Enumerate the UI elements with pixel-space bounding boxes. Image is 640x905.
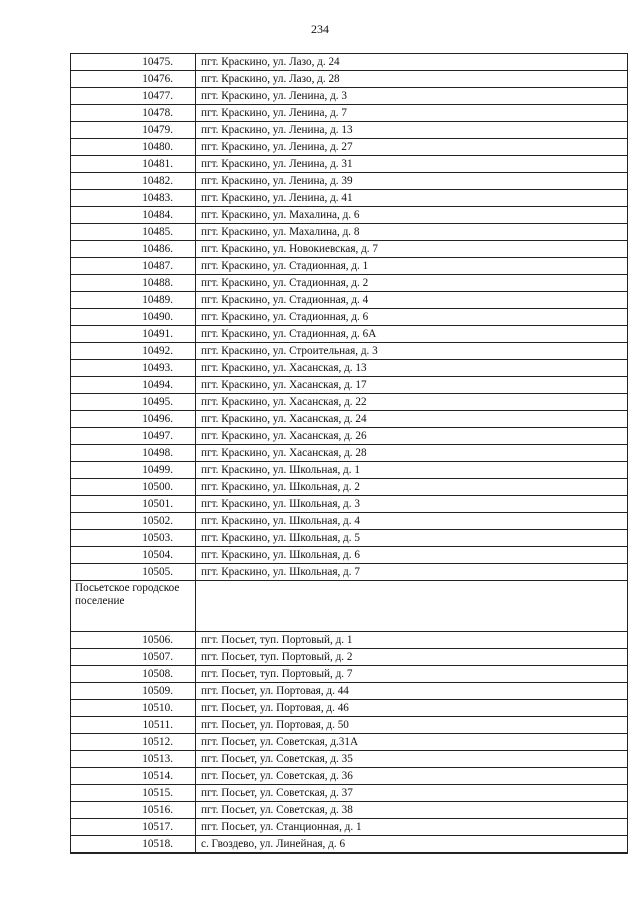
row-address: пгт. Краскино, ул. Хасанская, д. 26 — [196, 428, 628, 445]
table-row — [71, 649, 628, 666]
row-address: пгт. Посьет, ул. Советская, д. 38 — [196, 802, 628, 819]
row-address: пгт. Краскино, ул. Школьная, д. 2 — [196, 479, 628, 496]
table-row — [71, 530, 628, 547]
row-address: пгт. Краскино, ул. Стадионная, д. 1 — [196, 258, 628, 275]
row-address: пгт. Посьет, ул. Советская, д.31А — [196, 734, 628, 751]
table-row — [71, 292, 628, 309]
row-address: пгт. Краскино, ул. Ленина, д. 7 — [196, 105, 628, 122]
row-address: пгт. Краскино, ул. Махалина, д. 8 — [196, 224, 628, 241]
row-address: пгт. Краскино, ул. Стадионная, д. 6А — [196, 326, 628, 343]
table-row — [71, 785, 628, 802]
row-number: 10476. — [71, 71, 196, 88]
row-address: пгт. Краскино, ул. Стадионная, д. 6 — [196, 309, 628, 326]
row-address: пгт. Краскино, ул. Школьная, д. 4 — [196, 513, 628, 530]
row-number: 10515. — [71, 785, 196, 802]
row-address: с. Гвоздево, ул. Линейная, д. 6 — [196, 836, 628, 854]
table-row — [71, 360, 628, 377]
row-number: 10518. — [71, 836, 196, 854]
row-number: 10516. — [71, 802, 196, 819]
row-address: пгт. Краскино, ул. Ленина, д. 27 — [196, 139, 628, 156]
table-row — [71, 564, 628, 581]
row-address: пгт. Краскино, ул. Лазо, д. 28 — [196, 71, 628, 88]
table-row — [71, 377, 628, 394]
row-address: пгт. Краскино, ул. Ленина, д. 39 — [196, 173, 628, 190]
row-address: пгт. Краскино, ул. Школьная, д. 5 — [196, 530, 628, 547]
row-address: пгт. Краскино, ул. Хасанская, д. 28 — [196, 445, 628, 462]
row-number: 10475. — [71, 54, 196, 71]
row-address: пгт. Посьет, ул. Советская, д. 35 — [196, 751, 628, 768]
table-row — [71, 836, 628, 854]
table-row — [71, 190, 628, 207]
address-table-body-krasksino — [71, 54, 628, 581]
row-address: пгт. Краскино, ул. Школьная, д. 3 — [196, 496, 628, 513]
table-row — [71, 513, 628, 530]
row-number: 10510. — [71, 700, 196, 717]
row-address: пгт. Краскино, ул. Хасанская, д. 17 — [196, 377, 628, 394]
row-number: 10505. — [71, 564, 196, 581]
table-row — [71, 428, 628, 445]
address-table — [70, 53, 628, 854]
table-row — [71, 326, 628, 343]
row-address: пгт. Краскино, ул. Школьная, д. 6 — [196, 547, 628, 564]
row-number: 10481. — [71, 156, 196, 173]
row-address: пгт. Посьет, ул. Советская, д. 36 — [196, 768, 628, 785]
row-address: пгт. Краскино, ул. Махалина, д. 6 — [196, 207, 628, 224]
table-row — [71, 547, 628, 564]
row-number: 10511. — [71, 717, 196, 734]
table-row — [71, 343, 628, 360]
row-address: пгт. Посьет, туп. Портовый, д. 1 — [196, 632, 628, 649]
address-table-body-posyet — [71, 632, 628, 854]
table-row — [71, 275, 628, 292]
row-address: пгт. Краскино, ул. Хасанская, д. 13 — [196, 360, 628, 377]
row-number: 10498. — [71, 445, 196, 462]
row-address: пгт. Посьет, ул. Портовая, д. 44 — [196, 683, 628, 700]
row-address: пгт. Краскино, ул. Хасанская, д. 22 — [196, 394, 628, 411]
row-number: 10517. — [71, 819, 196, 836]
row-number: 10513. — [71, 751, 196, 768]
table-row — [71, 802, 628, 819]
row-number: 10483. — [71, 190, 196, 207]
table-row — [71, 768, 628, 785]
row-number: 10477. — [71, 88, 196, 105]
row-address: пгт. Краскино, ул. Школьная, д. 7 — [196, 564, 628, 581]
section-empty-cell — [196, 581, 628, 632]
table-row — [71, 394, 628, 411]
table-row — [71, 258, 628, 275]
row-number: 10485. — [71, 224, 196, 241]
table-row — [71, 309, 628, 326]
row-number: 10497. — [71, 428, 196, 445]
row-number: 10493. — [71, 360, 196, 377]
row-number: 10502. — [71, 513, 196, 530]
row-address: пгт. Краскино, ул. Хасанская, д. 24 — [196, 411, 628, 428]
row-number: 10504. — [71, 547, 196, 564]
row-address: пгт. Посьет, ул. Станционная, д. 1 — [196, 819, 628, 836]
row-address: пгт. Краскино, ул. Лазо, д. 24 — [196, 54, 628, 71]
table-row — [71, 666, 628, 683]
section-heading: Посьетское городское поселение — [71, 581, 196, 632]
table-row — [71, 734, 628, 751]
row-number: 10514. — [71, 768, 196, 785]
row-number: 10500. — [71, 479, 196, 496]
row-number: 10486. — [71, 241, 196, 258]
table-row — [71, 751, 628, 768]
table-row — [71, 717, 628, 734]
row-number: 10491. — [71, 326, 196, 343]
row-address: пгт. Посьет, туп. Портовый, д. 7 — [196, 666, 628, 683]
row-number: 10484. — [71, 207, 196, 224]
table-row — [71, 700, 628, 717]
table-row — [71, 445, 628, 462]
row-number: 10501. — [71, 496, 196, 513]
row-number: 10506. — [71, 632, 196, 649]
row-number: 10490. — [71, 309, 196, 326]
table-row — [71, 632, 628, 649]
table-row — [71, 819, 628, 836]
table-row — [71, 241, 628, 258]
row-address: пгт. Краскино, ул. Ленина, д. 13 — [196, 122, 628, 139]
row-number: 10494. — [71, 377, 196, 394]
row-number: 10482. — [71, 173, 196, 190]
row-address: пгт. Краскино, ул. Ленина, д. 41 — [196, 190, 628, 207]
row-address: пгт. Краскино, ул. Школьная, д. 1 — [196, 462, 628, 479]
row-number: 10480. — [71, 139, 196, 156]
table-row — [71, 88, 628, 105]
table-row — [71, 224, 628, 241]
table-row — [71, 496, 628, 513]
table-row — [71, 207, 628, 224]
row-address: пгт. Краскино, ул. Стадионная, д. 2 — [196, 275, 628, 292]
row-number: 10492. — [71, 343, 196, 360]
row-number: 10512. — [71, 734, 196, 751]
row-address: пгт. Краскино, ул. Новокиевская, д. 7 — [196, 241, 628, 258]
row-address: пгт. Краскино, ул. Ленина, д. 3 — [196, 88, 628, 105]
table-row — [71, 683, 628, 700]
table-row — [71, 462, 628, 479]
row-number: 10489. — [71, 292, 196, 309]
row-number: 10496. — [71, 411, 196, 428]
row-number: 10488. — [71, 275, 196, 292]
row-address: пгт. Краскино, ул. Строительная, д. 3 — [196, 343, 628, 360]
row-number: 10495. — [71, 394, 196, 411]
section-row-group — [71, 581, 628, 632]
row-address: пгт. Посьет, ул. Портовая, д. 50 — [196, 717, 628, 734]
row-number: 10509. — [71, 683, 196, 700]
table-row — [71, 122, 628, 139]
row-address: пгт. Посьет, ул. Советская, д. 37 — [196, 785, 628, 802]
row-number: 10478. — [71, 105, 196, 122]
table-row — [71, 411, 628, 428]
row-address: пгт. Краскино, ул. Ленина, д. 31 — [196, 156, 628, 173]
page-number: 234 — [311, 22, 329, 36]
row-address: пгт. Посьет, туп. Портовый, д. 2 — [196, 649, 628, 666]
row-number: 10479. — [71, 122, 196, 139]
row-number: 10507. — [71, 649, 196, 666]
row-number: 10503. — [71, 530, 196, 547]
row-address: пгт. Краскино, ул. Стадионная, д. 4 — [196, 292, 628, 309]
table-row — [71, 139, 628, 156]
row-address: пгт. Посьет, ул. Портовая, д. 46 — [196, 700, 628, 717]
table-row — [71, 173, 628, 190]
row-number: 10499. — [71, 462, 196, 479]
table-row — [71, 479, 628, 496]
row-number: 10487. — [71, 258, 196, 275]
row-number: 10508. — [71, 666, 196, 683]
table-row — [71, 54, 628, 71]
table-row — [71, 156, 628, 173]
table-row — [71, 71, 628, 88]
table-row — [71, 105, 628, 122]
section-row — [71, 581, 628, 632]
